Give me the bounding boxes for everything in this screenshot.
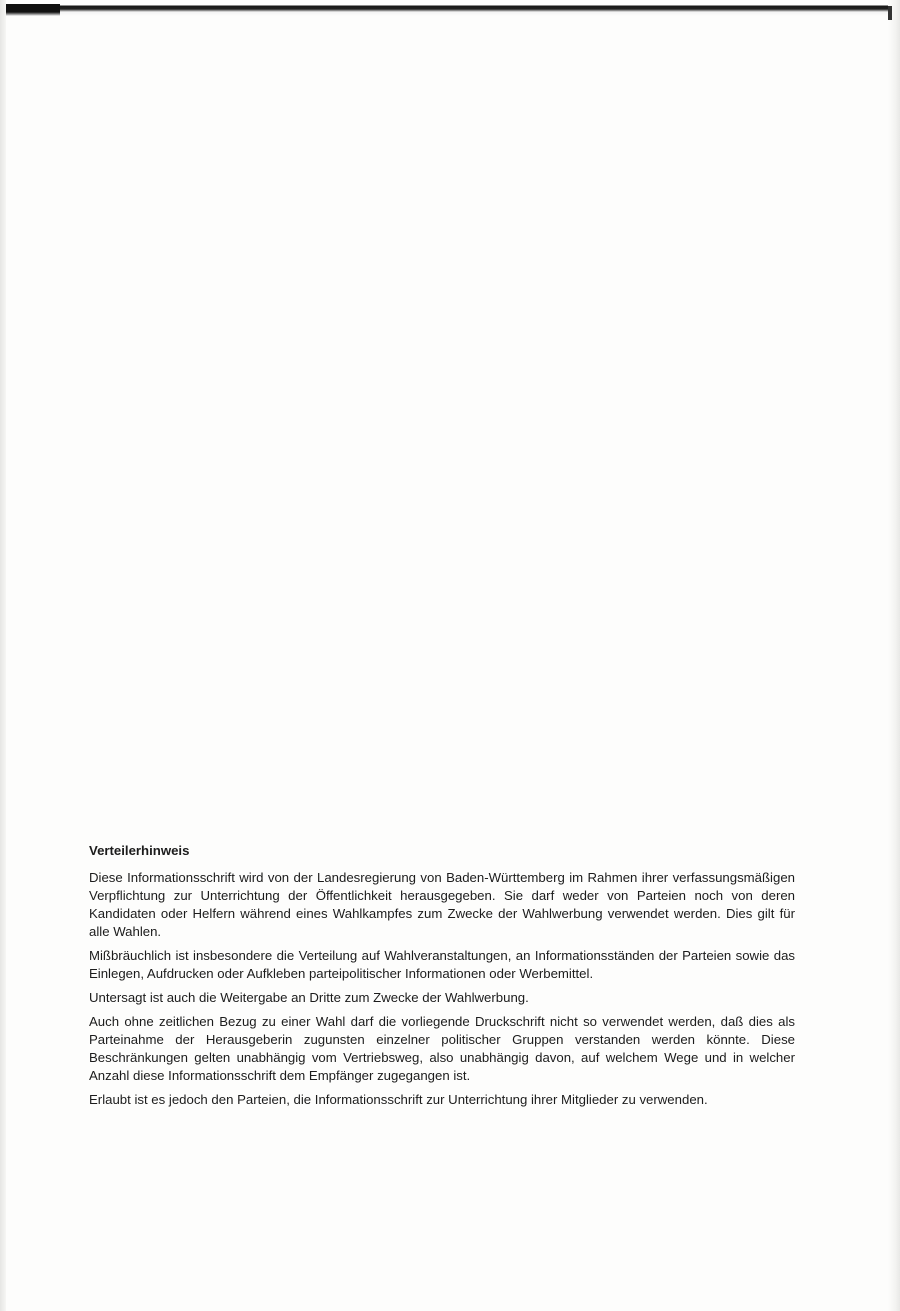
notice-paragraph: Untersagt ist auch die Weitergabe an Dritte zum Zwecke der Wahlwerbung. [89,990,529,1005]
notice-paragraph: Diese Informationsschrift wird von der Landesregierung von Baden-Württemberg im Rahmen ihrer verfassungsmäßigen Verpflichtung zur Unterrichtung der Öffentlichkeit herausgegeben. Sie darf weder von Parteien noch von deren Kandidaten oder Helfern während eines Wahlkampfes zum Zwecke der Wahlwerbung verwendet werden. Dies gilt für alle Wahlen. [89,870,795,939]
scan-edge-right [888,0,900,1311]
scan-edge-left [0,0,6,1311]
notice-paragraph: Auch ohne zeitlichen Bezug zu einer Wahl darf die vorliegende Druckschrift nicht so verwendet werden, daß dies als Parteinahme der Herausgeberin zugunsten einzelner politischer Gruppen verstanden werden könnte. Diese Beschränkungen gelten unabhängig vom Vertriebsweg, also unabhängig davon, auf welchem Wege und in welcher Anzahl diese Informationsschrift dem Empfänger zugegangen ist. [89,1014,795,1083]
scan-edge-corner [0,4,60,16]
notice-paragraph: Mißbräuchlich ist insbesondere die Verteilung auf Wahlveranstaltungen, an Informationsständen der Parteien sowie das Einlegen, Aufdrucken oder Aufkleben parteipolitischer Informationen oder Werbemittel. [89,948,795,981]
notice-title: Verteilerhinweis [89,843,190,858]
scan-edge-top [0,0,900,16]
notice-paragraph: Erlaubt ist es jedoch den Parteien, die Informationsschrift zur Unterrichtung ihrer Mitglieder zu verwenden. [89,1092,708,1107]
scan-edge-mark [888,6,892,20]
distribution-notice [89,842,795,1115]
